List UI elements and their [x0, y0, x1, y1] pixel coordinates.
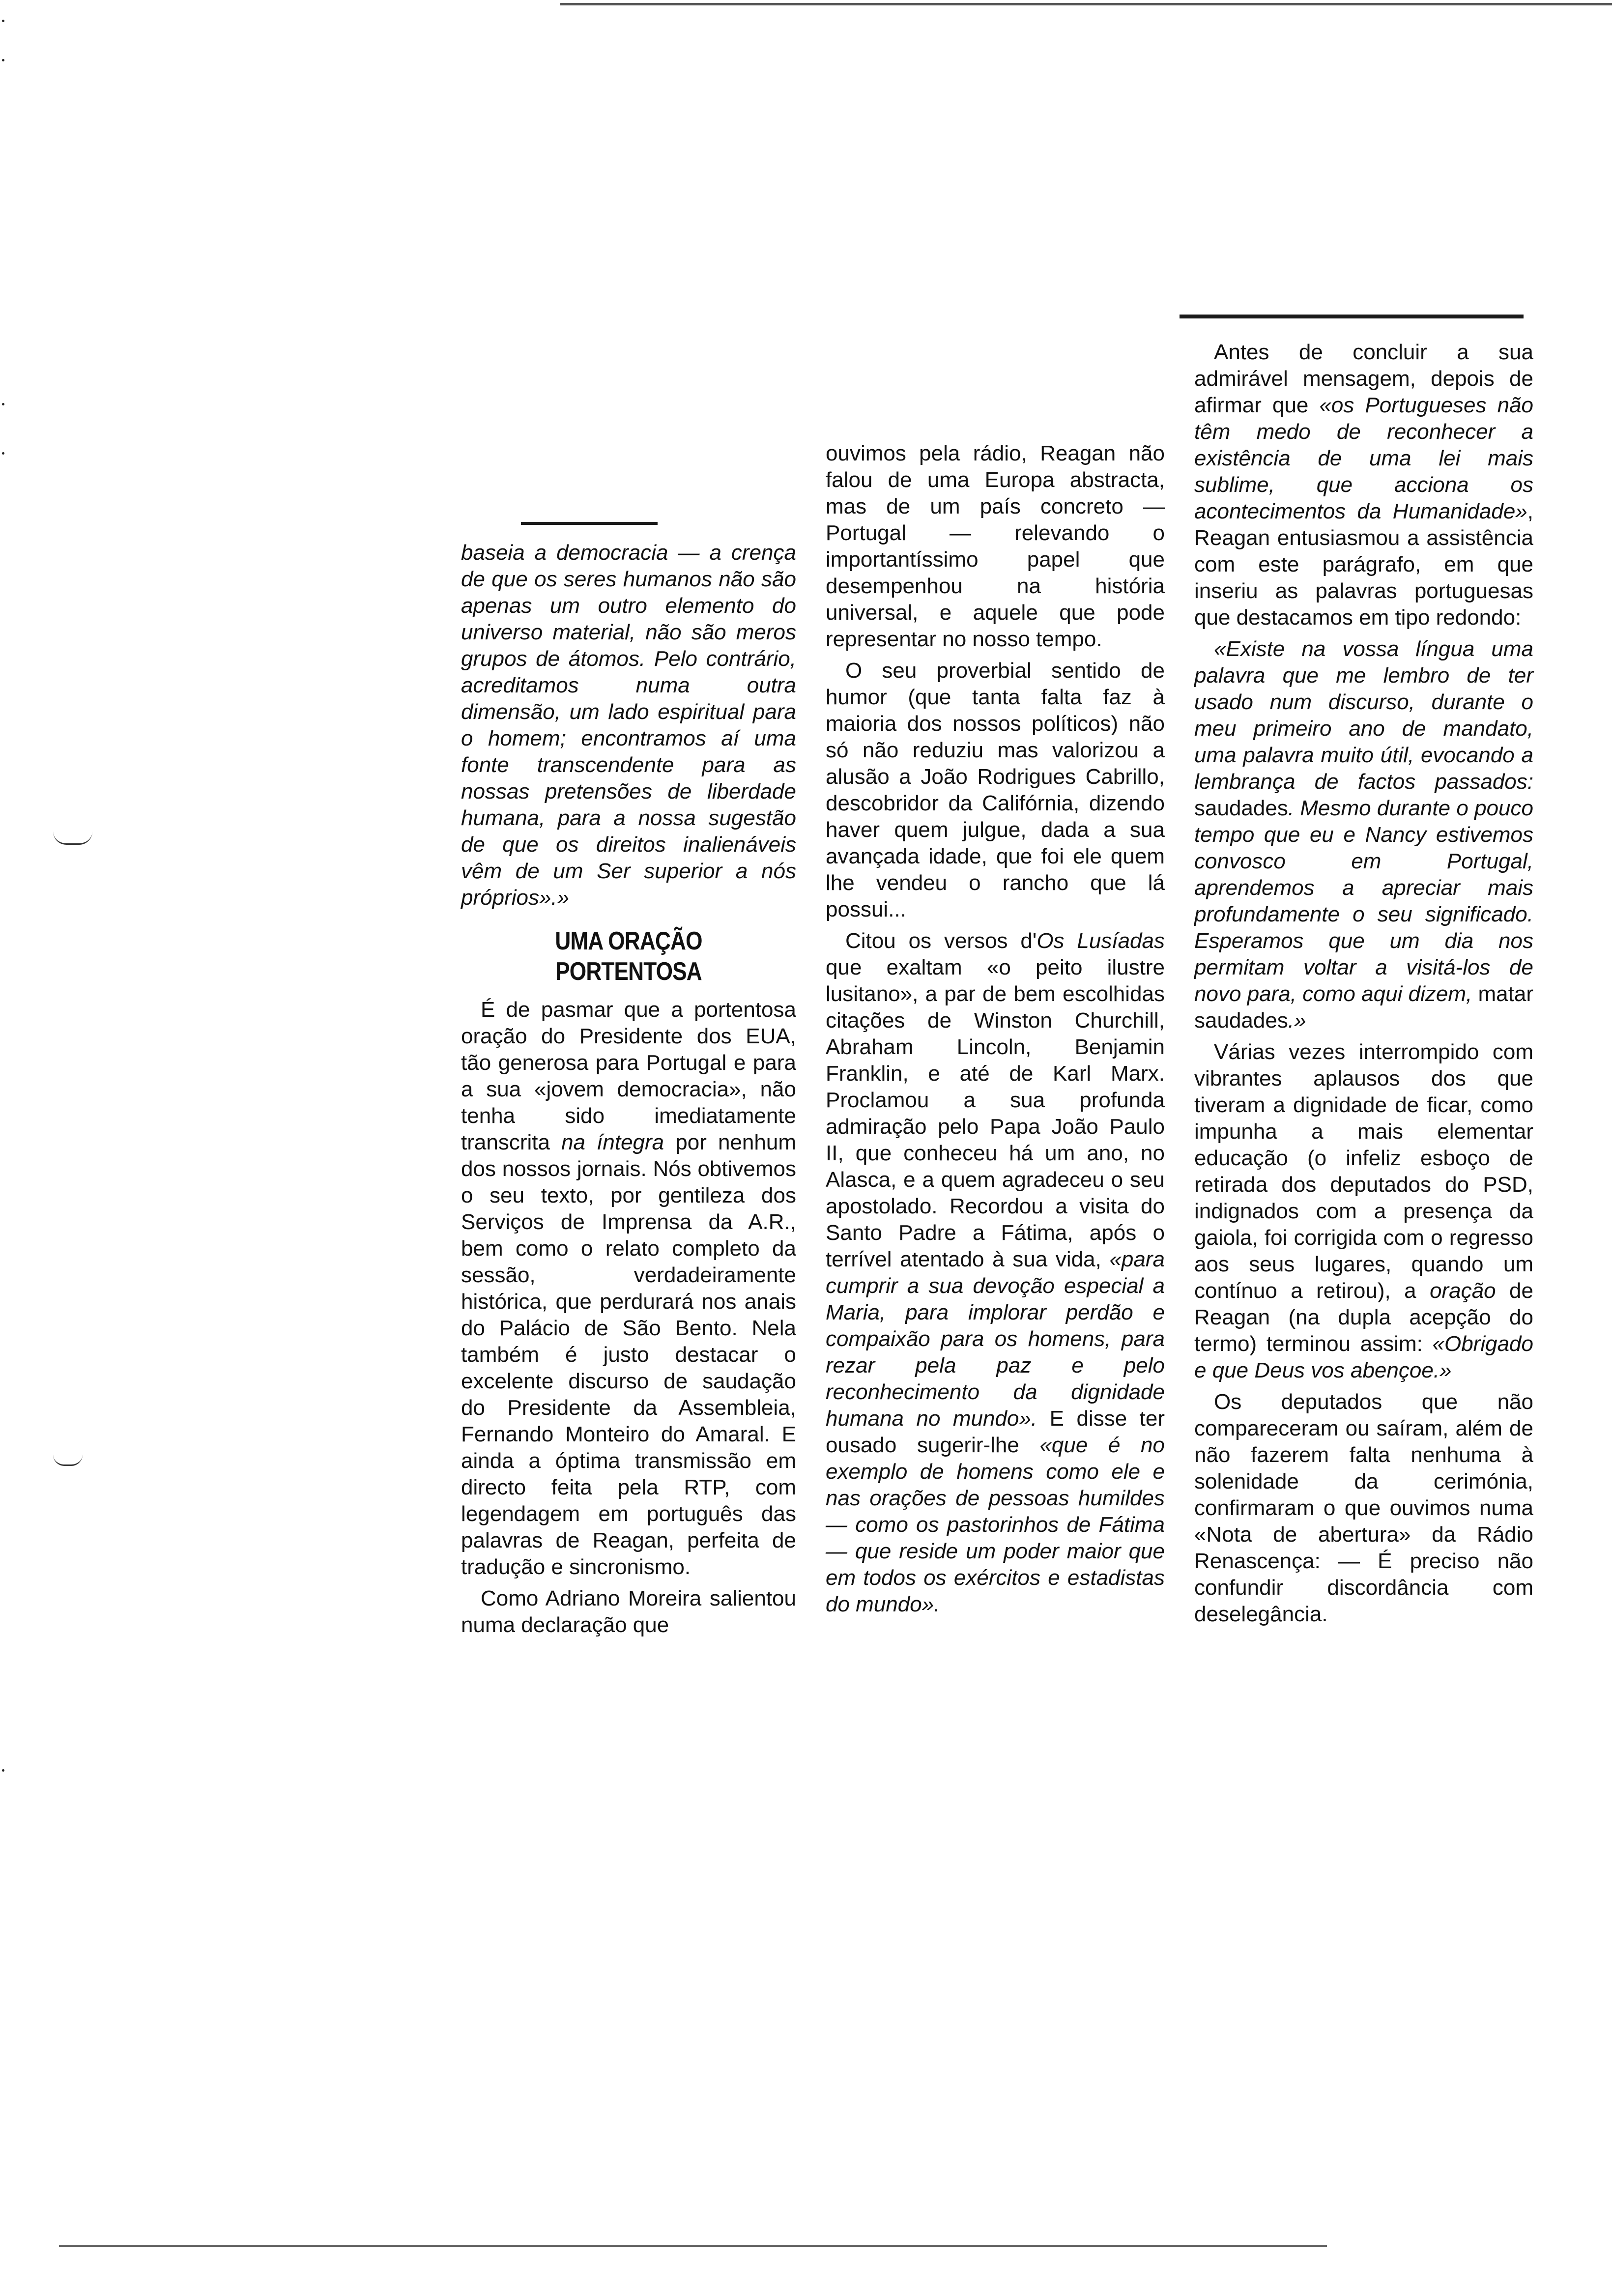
margin-mark-upper	[53, 832, 92, 845]
column1-top-rule	[521, 522, 658, 525]
article-column-2	[826, 440, 1165, 1623]
text-run-italic: «que é no exemplo de homens como ele e nas orações de pessoas humildes — como os pastorinhos de Fátima — que reside um poder maior que em todos os exércitos e estadistas do mundo».	[826, 1433, 1165, 1616]
section-heading-line2: PORTENTOSA	[555, 957, 702, 986]
text-run-italic: «Obrigado e que Deus vos abençoe.»	[1194, 1332, 1533, 1382]
margin-speck	[2, 403, 4, 405]
paragraph: Os deputados que não compareceram ou saíram, além de não fazerem falta nenhuma à solenidade da cerimónia, confirmaram o que ouvimos numa «Nota de abertura» da Rádio Renascença: — É preciso não confundir discordância com deselegância.	[1194, 1390, 1533, 1626]
column3-top-rule	[1180, 315, 1524, 318]
text-run: por nenhum dos nossos jornais. Nós obtivemos o seu texto, por gentileza dos Serviços de Imprensa da A.R., bem como o relato completo da sessão, verdadeiramente histórica, que perdurará nos anais do Palácio de São Bento. Nela também é justo destacar o excelente discurso de saudação do Presidente da Assembleia, Fernando Monteiro do Amaral. E ainda a óptima transmissão em directo feita pela RTP, com legendagem em português das palavras de Reagan, perfeita de tradução e sincronismo.	[461, 1130, 796, 1579]
paragraph: O seu proverbial sentido de humor (que tanta falta faz à maioria dos nossos políticos) não só não reduziu mas valorizou a alusão a João Rodrigues Cabrillo, descobridor da Califórnia, dizendo haver quem julgue, dada a sua avançada idade, que foi ele quem lhe vendeu o rancho que lá possui...	[826, 659, 1165, 921]
text-run: saudades	[1194, 796, 1288, 820]
margin-speck	[2, 59, 4, 61]
text-run-italic: «Existe na vossa língua uma palavra que me lembro de ter usado num discurso, durante o meu primeiro ano de mandato, uma palavra muito útil, evocando a lembrança de factos passados:	[1194, 637, 1533, 794]
text-run: que exaltam «o peito ilustre lusitano», a par de bem escolhidas citações de Winston Churchill, Abraham Lincoln, Benjamin Franklin, e até de Karl Marx. Proclamou a sua profunda admiração pelo Papa João Paulo II, que conheceu há um ano, no Alasca, e a quem agradeceu o seu apostolado. Recordou a visita do Santo Padre a Fátima, após o terrível atentado à sua vida,	[826, 955, 1165, 1271]
text-run-italic: «os Portugueses não têm medo de reconhecer a existência de uma lei mais sublime, que acciona os acontecimentos da Humanidade»	[1194, 393, 1533, 523]
text-run: É de pasmar que a portentosa oração do Presidente dos EUA, tão generosa para Portugal e para a sua «jovem democracia», não tenha sido imediatamente transcrita	[461, 998, 796, 1154]
article-column-3	[1194, 339, 1533, 1633]
margin-mark-lower	[53, 1455, 83, 1466]
section-heading-line1: UMA ORAÇÃO	[555, 927, 702, 955]
paragraph	[461, 997, 796, 1580]
text-run: E disse ter ousado sugerir-lhe	[826, 1406, 1165, 1457]
paragraph	[1194, 1039, 1533, 1384]
section-heading	[486, 926, 771, 987]
text-run: , Reagan entusiasmou a assistência com este parágrafo, em que inseriu as palavras portuguesas que destacamos em tipo redondo:	[1194, 499, 1533, 630]
text-run-italic: oração	[1430, 1279, 1496, 1303]
text-run: matar saudades	[1194, 982, 1533, 1033]
paragraph	[826, 928, 1165, 1618]
paragraph: Como Adriano Moreira salientou numa declaração que	[461, 1586, 796, 1637]
paragraph: ouvimos pela rádio, Reagan não falou de uma Europa abstracta, mas de um país concreto — Portugal — relevando o importantíssimo papel que desempenhou na história universal, e aquele que pode representar no nosso tempo.	[826, 441, 1165, 651]
margin-speck	[2, 1769, 4, 1772]
bottom-border-line	[59, 2245, 1327, 2247]
text-run-italic: «para cumprir a sua devoção especial a Maria, para implorar perdão e compaixão para os homens, para rezar pela paz e pelo reconhecimento da dignidade humana no mundo».	[826, 1247, 1165, 1431]
margin-speck	[2, 452, 4, 455]
paragraph	[1194, 339, 1533, 631]
paragraph	[1194, 636, 1533, 1034]
quote-continuation: baseia a democracia — a crença de que os seres humanos não são apenas um outro elemento do universo material, não são meros grupos de átomos. Pelo contrário, acreditamos numa outra dimensão, um lado espiritual para o homem; encontramos aí uma fonte transcendente para as nossas pretensões de liberdade humana, para a nossa sugestão de que os direitos inalienáveis vêm de um Ser superior a nós próprios».»	[461, 541, 796, 910]
text-run: Várias vezes interrompido com vibrantes aplausos dos que tiveram a dignidade de ficar, como impunha a mais elementar educação (o infeliz esboço de retirada dos deputados do PSD, indignados com a presença da gaiola, foi corrigida com o regresso aos seus lugares, quando um contínuo a retirou), a	[1194, 1040, 1533, 1303]
text-run: Antes de concluir a sua admirável mensagem, depois de afirmar que	[1194, 340, 1533, 417]
top-border-line	[560, 3, 1612, 5]
text-run: Citou os versos d'	[845, 929, 1037, 953]
text-run: de Reagan (na dupla acepção do termo) terminou assim:	[1194, 1279, 1533, 1356]
text-run-italic: Os Lusíadas	[1036, 929, 1165, 953]
margin-speck	[2, 20, 4, 22]
text-run-italic: na íntegra	[561, 1130, 664, 1154]
text-run-italic: . Mesmo durante o pouco tempo que eu e Nancy estivemos convosco em Portugal, aprendemos a apreciar mais profundamente o seu significado. Esperamos que um dia nos permitam voltar a visitá-los de novo para, como aqui dizem,	[1194, 796, 1533, 1006]
text-run-italic: .»	[1288, 1008, 1306, 1033]
article-column-1	[461, 540, 796, 1643]
